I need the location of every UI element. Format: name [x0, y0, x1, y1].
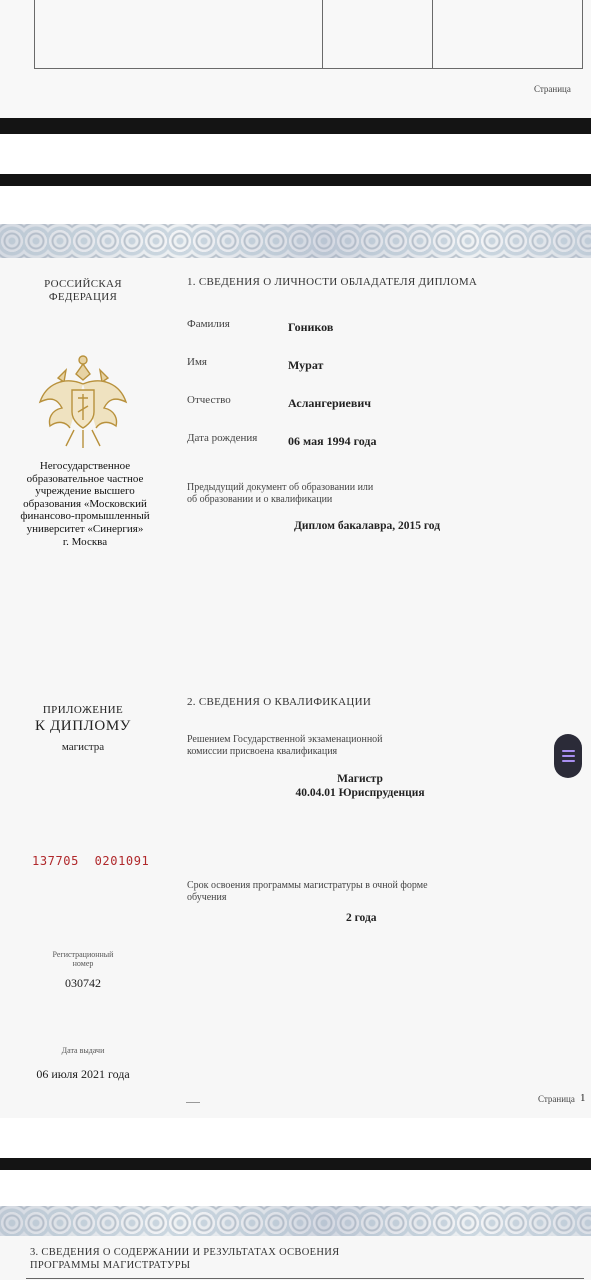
prev-doc-value: Диплом бакалавра, 2015 год [294, 520, 441, 532]
specialty-line: 40.04.01 Юриспруденция [295, 787, 425, 799]
qualification-value [250, 772, 470, 800]
country-line: РОССИЙСКАЯ [44, 278, 122, 290]
reg-label: Регистрационный [52, 950, 114, 959]
dob-label: Дата рождения [187, 432, 258, 444]
table-divider [322, 0, 323, 68]
decision-line: Решением Государственной экзаменационной [187, 734, 383, 745]
institution-line: университет «Синергия» [26, 522, 144, 535]
institution-line: образовательное частное [26, 472, 144, 485]
name-value: Мурат [288, 358, 324, 372]
registration-block [20, 950, 146, 991]
page-separator [0, 1158, 591, 1170]
duration-label-line: Срок освоения программы магистратуры в очной форме [187, 880, 428, 891]
page-separator [0, 118, 591, 134]
serial-number: 137705 0201091 [32, 854, 150, 868]
institution-line: финансово-промышленный [20, 510, 150, 523]
page-label: Страница [534, 84, 571, 94]
table-top-rule [26, 1278, 584, 1279]
appendix-line: ПРИЛОЖЕНИЕ [42, 704, 124, 716]
issue-label: Дата выдачи [61, 1046, 105, 1055]
gap [0, 1170, 591, 1206]
page-number: 1 [580, 1092, 586, 1104]
diploma-appendix-page [0, 224, 591, 1156]
name-label: Имя [187, 356, 207, 368]
table-frame [34, 0, 583, 69]
section1-title: 1. СВЕДЕНИЯ О ЛИЧНОСТИ ОБЛАДАТЕЛЯ ДИПЛОМА [187, 276, 478, 288]
patronymic-label: Отчество [187, 394, 231, 406]
issue-date: 06 июля 2021 года [36, 1067, 130, 1081]
degree-label: магистра [61, 741, 105, 753]
reg-number: 030742 [65, 976, 101, 990]
section3-line: ПРОГРАММЫ МАГИСТРАТУРЫ [30, 1260, 191, 1271]
decorative-border [0, 224, 591, 258]
appendix-heading [20, 704, 146, 753]
footer-rule [186, 1102, 200, 1103]
country-name [20, 278, 146, 304]
section3-line: 3. СВЕДЕНИЯ О СОДЕРЖАНИИ И РЕЗУЛЬТАТАХ ОСВОЕНИЯ [30, 1247, 340, 1258]
duration-label-line: обучения [187, 892, 227, 903]
prev-doc-label-line: Предыдущий документ об образовании или [187, 482, 374, 493]
section2-title: 2. СВЕДЕНИЯ О КВАЛИФИКАЦИИ [187, 696, 372, 708]
gap [0, 186, 591, 224]
prev-doc-label-line: об образовании и о квалификации [187, 494, 333, 505]
reg-label: номер [72, 959, 94, 968]
gap [0, 134, 591, 174]
page-separator [0, 174, 591, 186]
section3-title [30, 1246, 339, 1272]
page-label: Страница [538, 1094, 575, 1104]
table-divider [432, 0, 433, 68]
coat-of-arms-icon [36, 350, 130, 450]
surname-label: Фамилия [187, 318, 230, 330]
decision-line: комиссии присвоена квалификация [187, 746, 338, 757]
decorative-border [0, 1206, 591, 1236]
top-document-page [0, 0, 591, 118]
country-line: ФЕДЕРАЦИЯ [48, 291, 118, 303]
appendix-line: К ДИПЛОМУ [34, 718, 131, 734]
surname-value: Гоников [288, 320, 334, 334]
patronymic-value: Аслангериевич [288, 396, 372, 410]
institution-line: учреждение высшего [35, 485, 135, 498]
menu-button[interactable] [554, 734, 582, 778]
duration-label [187, 880, 428, 904]
menu-icon [562, 750, 575, 752]
institution-line: образования «Московский [23, 497, 147, 510]
duration-value: 2 года [346, 912, 377, 924]
qualification-line: Магистр [337, 773, 383, 785]
prev-doc-label [187, 482, 373, 506]
institution-name [16, 460, 154, 548]
gap [0, 1118, 591, 1158]
issue-block [20, 1046, 146, 1082]
dob-value: 06 мая 1994 года [288, 434, 377, 448]
next-document-page [0, 1206, 591, 1280]
decision-label [187, 734, 383, 758]
institution-line: Негосударственное [39, 460, 131, 472]
institution-line: г. Москва [62, 535, 108, 548]
